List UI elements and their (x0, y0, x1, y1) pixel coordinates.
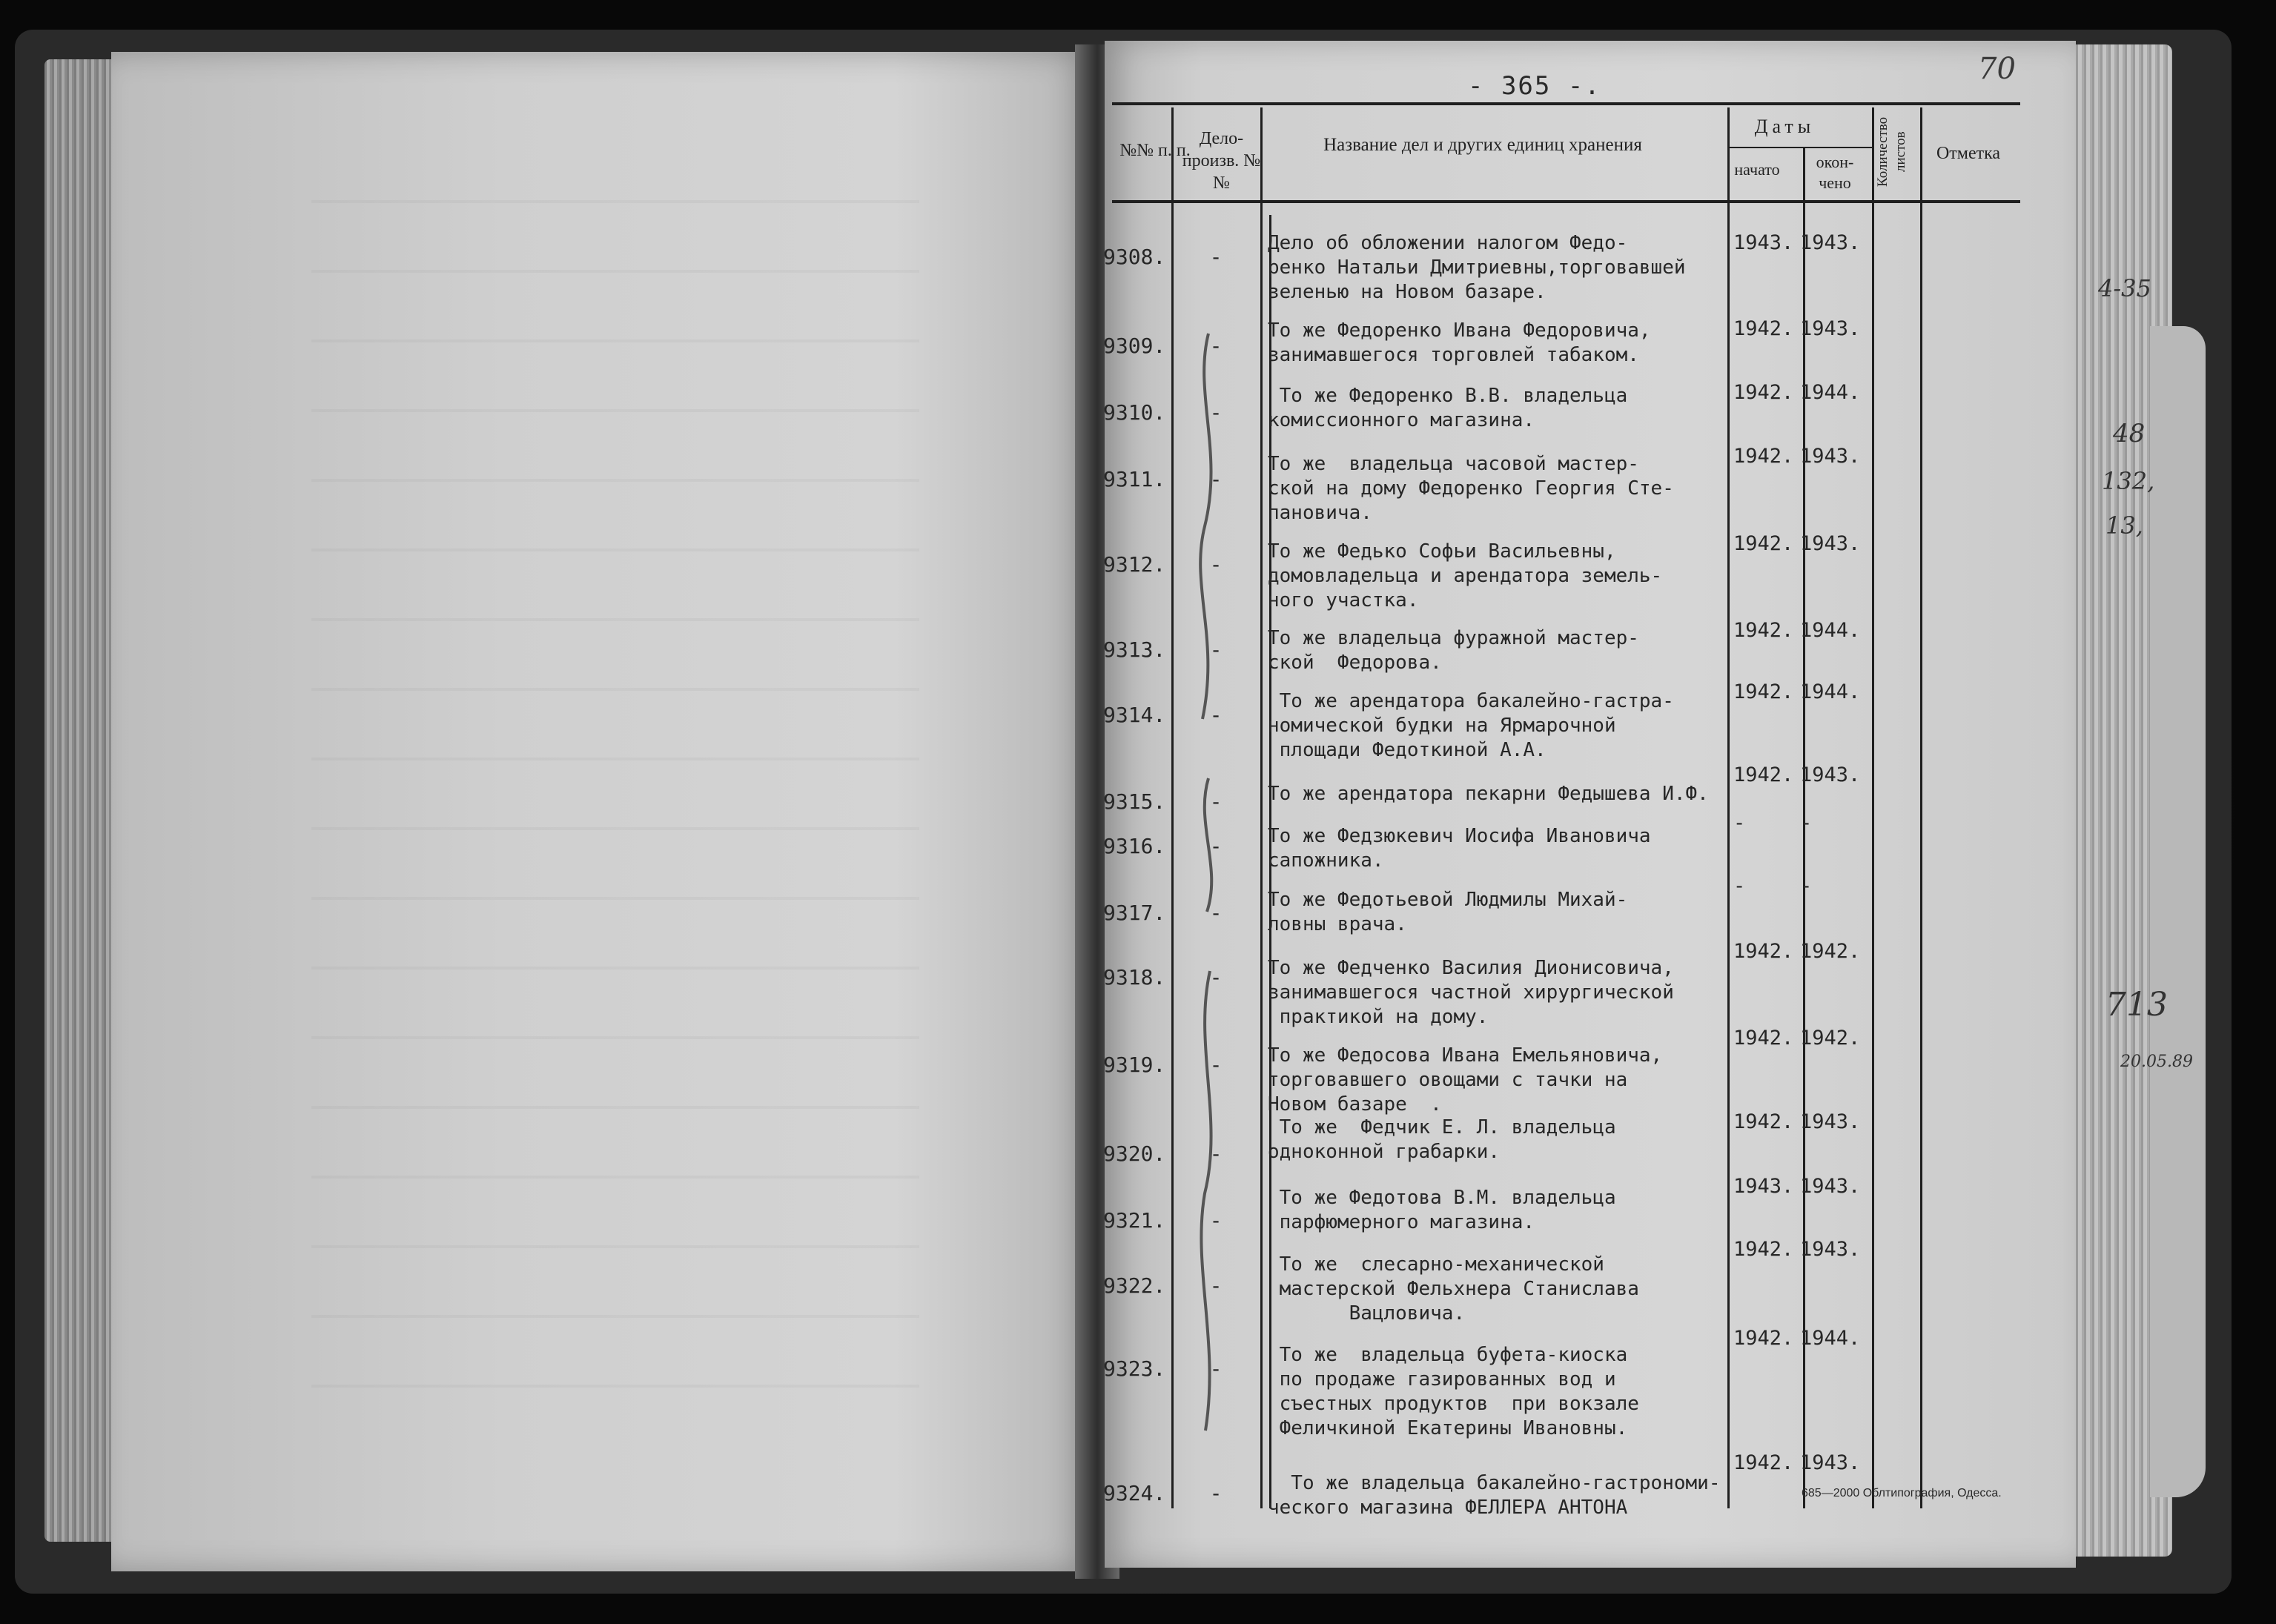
row-case-number: - (1209, 1053, 1223, 1077)
row-end: 1943. (1800, 1175, 1861, 1198)
row-start: 1942. (1733, 445, 1794, 468)
margin-note: 13, (2105, 511, 2143, 540)
row-number: 9310. (1103, 400, 1166, 425)
row-end: 1944. (1800, 619, 1861, 642)
row-end: - (1800, 875, 1813, 898)
row-start: - (1733, 812, 1746, 835)
printer-imprint: 685—2000 Облтипография, Одесса. (1802, 1487, 2002, 1499)
row-number: 9311. (1103, 467, 1166, 491)
margin-note: 132, (2102, 467, 2155, 495)
page-number: - 365 -. (1468, 71, 1601, 101)
row-end: 1943. (1800, 763, 1861, 786)
row-title: То же Федотова В.М. владельца парфюмерного магазина. (1279, 1187, 1616, 1233)
header-dates: Даты (1754, 116, 1816, 137)
header-case-number: Дело- произв. №№ (1182, 129, 1261, 193)
row-title: То же Федзюкевич Иосифа Ивановича сапожника. (1268, 825, 1651, 872)
row-start: 1942. (1733, 317, 1794, 340)
row-start: 1942. (1733, 1327, 1794, 1350)
corner-handwritten-mark: 70 (1978, 52, 2016, 86)
col-rule-6 (1920, 107, 1922, 1508)
row-start: 1942. (1733, 1027, 1794, 1050)
row-start: 1942. (1733, 532, 1794, 555)
row-case-number: - (1209, 703, 1223, 727)
row-number: 9319. (1103, 1053, 1166, 1077)
row-end: 1943. (1800, 317, 1861, 340)
header-remark: Отметка (1936, 144, 2001, 163)
row-number: 9309. (1103, 334, 1166, 358)
row-case-number: - (1209, 1273, 1223, 1298)
row-title: То же арендатора пекарни Федышева И.Ф. (1268, 783, 1709, 805)
row-number: 9318. (1103, 965, 1166, 990)
row-case-number: - (1209, 965, 1223, 990)
row-start: - (1733, 875, 1746, 898)
row-start: 1942. (1733, 763, 1794, 786)
row-start: 1942. (1733, 1238, 1794, 1261)
bleed-through-text (311, 133, 919, 1393)
header-number: №№ п. п. (1119, 141, 1191, 160)
row-title: То же арендатора бакалейно-гастра- номической будки на Ярмарочной площади Федоткиной А.А. (1268, 690, 1674, 761)
row-title: То же Федчик Е. Л. владельца одноконной грабарки. (1268, 1116, 1616, 1163)
row-end: 1942. (1800, 1027, 1861, 1050)
row-end: 1943. (1800, 445, 1861, 468)
row-end: 1944. (1800, 1327, 1861, 1350)
row-end: 1944. (1800, 680, 1861, 703)
row-case-number: - (1209, 334, 1223, 358)
row-case-number: - (1209, 245, 1223, 269)
row-start: 1942. (1733, 1451, 1794, 1474)
row-start: 1943. (1733, 231, 1794, 254)
row-start: 1942. (1733, 381, 1794, 404)
row-end: 1943. (1800, 1110, 1861, 1133)
row-start: 1942. (1733, 1110, 1794, 1133)
margin-note: 713 (2105, 986, 2168, 1024)
row-number: 9321. (1103, 1208, 1166, 1233)
header-title: Название дел и других единиц хранения (1323, 135, 1642, 155)
row-number: 9322. (1103, 1273, 1166, 1298)
header-end: окон- чено (1816, 153, 1854, 192)
row-end: 1943. (1800, 1451, 1861, 1474)
header-start: начато (1734, 160, 1780, 179)
row-case-number: - (1209, 467, 1223, 491)
row-case-number: - (1209, 834, 1223, 858)
row-number: 9312. (1103, 552, 1166, 577)
row-end: - (1800, 812, 1813, 835)
dates-split-rule (1727, 147, 1872, 148)
row-number: 9314. (1103, 703, 1166, 727)
row-case-number: - (1209, 1356, 1223, 1381)
row-number: 9315. (1103, 789, 1166, 814)
row-number: 9317. (1103, 901, 1166, 925)
row-number: 9323. (1103, 1356, 1166, 1381)
row-start: 1942. (1733, 940, 1794, 963)
row-title: То же Федосова Ивана Емельяновича, торговавшего овощами с тачки на Новом базаре . (1268, 1044, 1663, 1116)
header-bottom-rule (1112, 200, 2020, 203)
header-sheet-count: Количество листов (1875, 116, 1908, 188)
row-number: 9320. (1103, 1141, 1166, 1166)
row-end: 1943. (1800, 532, 1861, 555)
row-title: Дело об обложении налогом Федо- ренко Натальи Дмитриевны,торговавшей зеленью на Новом базаре. (1268, 232, 1686, 303)
row-title: То же слесарно-механической мастерской Фельхнера Станислава Вацловича. (1279, 1253, 1639, 1325)
row-title: То же владельца часовой мастер- ской на дому Федоренко Георгия Сте- пановича. (1268, 453, 1674, 524)
margin-note: 20.05.89 (2120, 1053, 2193, 1071)
margin-note: 48 (2113, 419, 2146, 448)
row-title: То же владельца бакалейно-гастрономи- ческого магазина ФЕЛЛЕРА АНТОНА (1268, 1472, 1721, 1519)
row-end: 1944. (1800, 381, 1861, 404)
pencil-scribble (1186, 304, 1231, 1460)
row-case-number: - (1209, 1208, 1223, 1233)
col-rule-2a (1260, 107, 1263, 1508)
row-case-number: - (1209, 901, 1223, 925)
row-title: То же владельца фуражной мастер- ской Федорова. (1268, 627, 1639, 674)
row-title: То же Федотьевой Людмилы Михай- ловны врача. (1268, 889, 1628, 935)
row-number: 9313. (1103, 637, 1166, 662)
row-end: 1942. (1800, 940, 1861, 963)
row-case-number: - (1209, 552, 1223, 577)
row-number: 9324. (1103, 1481, 1166, 1505)
row-start: 1942. (1733, 619, 1794, 642)
row-end: 1943. (1800, 1238, 1861, 1261)
row-title: То же владельца буфета-киоска по продаже газированных вод и съестных продуктов при вокзале Феличкиной Екатерины Ивановны. (1279, 1344, 1639, 1439)
row-start: 1942. (1733, 680, 1794, 703)
row-case-number: - (1209, 637, 1223, 662)
torn-page-flap (2150, 326, 2206, 1497)
row-end: 1943. (1800, 231, 1861, 254)
row-title: То же Федоренко Ивана Федоровича, занимавшегося торговлей табаком. (1268, 319, 1651, 366)
row-case-number: - (1209, 1481, 1223, 1505)
row-number: 9316. (1103, 834, 1166, 858)
row-case-number: - (1209, 789, 1223, 814)
row-title: То же Федько Софьи Васильевны, домовладельца и арендатора земель- ного участка. (1268, 540, 1663, 612)
row-title: То же Федоренко В.В. владельца комиссионного магазина. (1268, 385, 1628, 431)
margin-note: 4-35 (2098, 274, 2151, 302)
row-start: 1943. (1733, 1175, 1794, 1198)
row-case-number: - (1209, 400, 1223, 425)
row-title: То же Федченко Василия Дионисовича, занимавшегося частной хирургической практикой на дому. (1268, 957, 1674, 1028)
row-number: 9308. (1103, 245, 1166, 269)
row-case-number: - (1209, 1141, 1223, 1166)
